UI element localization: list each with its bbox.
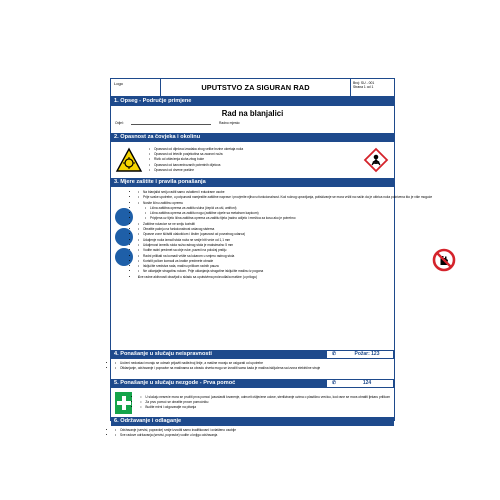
list-item: • Opasnost od dijelova izradaka zbog velike brzine okretaja noža [149, 147, 362, 152]
measures-list [133, 190, 432, 350]
list-item: • Opasnost od letećih posjekotina sa zaoroni noža [149, 152, 362, 157]
page-number: Strana 1 od 1 [353, 85, 374, 90]
document-number: Broj: SU - 001 [353, 81, 375, 85]
list-item: • • Održavanje (servisi, popravke) smije izvoditi samo kvalifikovani i ovlašteno osoblje [115, 428, 390, 433]
list-item: • • Vodite radni predmet sa obje ruke, pazeći na položaj prstiju [138, 248, 432, 253]
section-5-body [111, 388, 394, 417]
department-label: Odjel: [115, 121, 124, 125]
list-item: • • Zaštitne rukavice se ne smiju koristiti [138, 222, 432, 227]
list-item: • • Sve radove održavanja (servisi, popravke) vodite u knjigu održavanja [115, 433, 390, 438]
list-item: • Opasnost od drvene prašine [149, 168, 362, 173]
list-item: • • Udaljenost između stola noža radnog stola je maksimalno 5 mm [138, 243, 432, 248]
list-item: • • Ne uklanjajte strugotinu rukom. Prije uklanjanja strugotine isključite mašinu iz pogona [138, 269, 432, 274]
footnote: • • Sve radne aktivnosti obavljati u skladu sa uputstvima proizvođača mašine (u prilogu) [138, 275, 432, 280]
department-row [115, 121, 390, 125]
section-2-heading: 2. Opasnost za čovjeka i okolinu [111, 133, 394, 142]
section-6-heading: 6. Održavanje i odlaganje [111, 417, 394, 426]
phone-icon: ✆ [331, 351, 337, 357]
hazard-list [143, 147, 362, 173]
section-2-body [111, 142, 394, 178]
section-5-heading: 5. Ponašanje u slučaju nezgode - Prva pomoć ✆ 124 [111, 379, 394, 388]
list-item: • • Budite mirni i odgovarajte na pitanja [140, 405, 390, 410]
sheet-header [111, 79, 394, 97]
warning-triangle-icon [115, 146, 143, 174]
list-item: • • Isključite sredstva rada, mašinu prilikom radnih pauza [138, 264, 432, 269]
section-3-heading: 3. Mjere zaštite i pravila ponašanja [111, 178, 394, 187]
list-item: • • Za prvu pomoć se obratite prvom pomoćniku [140, 400, 390, 405]
emergency-phone-number: 124 [362, 380, 372, 386]
safety-instruction-sheet [110, 78, 433, 438]
workplace-label: Radno mjesto: [219, 121, 241, 125]
list-item: • • Opasne zone iščistiti olakotićom i čistim (opasnost od povratnog udarca) [138, 232, 432, 237]
list-item: • • U slučaju nesreće mora se pružiti prva pomoć (zaustaviti krvarenje, odmorit oštjećene udove, steriliziranje uzima o plastičnu vrećicu, kod rane se mora obratiti ljekaru prilikom [140, 395, 390, 400]
fire-phone-number: Požar: 123 [354, 351, 380, 357]
list-item: • • Udaljenje noža izmađ stola noža ne smije biti veće od 1,1 mm [138, 238, 432, 243]
list-item: • • Lična zaštitna oprema za zaštitu sluha (čepići za uši, antifoni) [138, 206, 432, 211]
list-item: • • Koristit pollom komadi za kratke predmete obrade [138, 259, 432, 264]
section-4-body [111, 359, 394, 379]
phone-icon: ✆ [331, 380, 337, 386]
list-item: • • Uočeni nedostaci moraju se odmah prijaviti nadležnoj linije, a mašine moraju se osigurati od upotrebe [115, 361, 390, 366]
workplace-name: Rad na blanjalici [221, 109, 284, 118]
sheet-title: UPUTSTVO ZA SIGURAN RAD [201, 83, 310, 92]
section-1-body [111, 106, 394, 133]
list-item: • • Nosite ličnu zaštitnu opremu [138, 201, 432, 206]
list-item: • • Radni prilikati na komadi vršite sa lukarom u smjeru radnog stola [138, 254, 432, 259]
list-item: • • Otklanjanje, održavanje i popravke na mašinama za obradu drveta mogu se izvoditi samo kada je mašina isključena sa izvora električne struje [115, 366, 390, 371]
list-item: • • Lična zaštitna oprema za zaštitu nogu (zaštitne cipele sa metalnom kapicom) [138, 211, 432, 216]
first-aid-list [132, 395, 390, 411]
list-item: • • Pripijena uz tijelo lična zaštitna oprema za zaštitu tijela (radno odijelo i mrežica za kosu ako je potrebno [138, 216, 432, 221]
list-item: • • Prije svake upotrebe, u potpunosti namjestite zaštitne naprave i provjerite njihovu funkcionalnost. Kod ručnog upravljanja, potiskivanje se mora vršiti na način da je oštrica noža pokrivena što je više moguće [138, 195, 432, 200]
section-6-body [111, 426, 394, 442]
maintenance-list [115, 428, 390, 439]
section-3-body [111, 187, 433, 350]
health-hazard-icon [362, 146, 390, 174]
list-item: • • Obratite pažnju na funkcionalnost ustavog sistema [138, 227, 432, 232]
malfunction-list [115, 361, 390, 372]
list-item: • • Na blanjalici smiju raditi samo ovlašteni i educirane osobe [138, 190, 432, 195]
section-4-heading: 4. Ponašanje u slučaju neispravnosti ✆ Požar: 123 [111, 350, 394, 359]
list-item: • Opasnost od kancerdrozanih potentnih dijelova [149, 163, 362, 168]
section-1-heading: 1. Opseg - Područje primjene [111, 97, 394, 106]
document-meta [350, 79, 394, 96]
emergency-phone-box [327, 380, 393, 387]
department-field-line [131, 121, 211, 125]
list-item: • Rizik od oštećenja sluha zbog buke [149, 157, 362, 162]
logo-placeholder: Logo [111, 79, 161, 96]
fire-phone-box [327, 351, 393, 358]
no-gloves-icon [432, 190, 456, 350]
